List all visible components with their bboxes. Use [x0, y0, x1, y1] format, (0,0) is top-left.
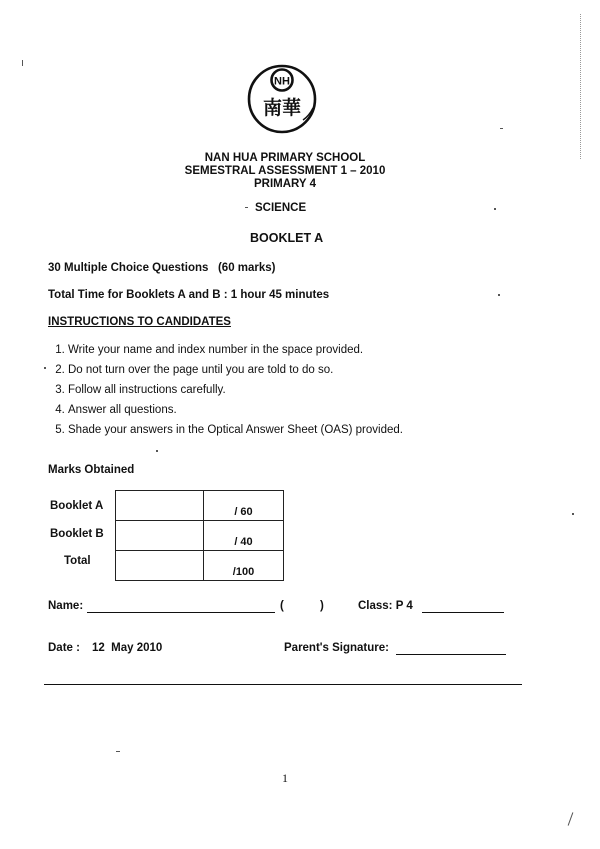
marks-label-total: Total [64, 555, 91, 567]
table-row [116, 551, 284, 581]
scan-speck [44, 367, 46, 369]
logo-initials: NH [274, 75, 290, 88]
signature-blank [396, 642, 506, 655]
date-value: 12 May 2010 [92, 642, 163, 654]
instruction-item: 5. Shade your answers in the Optical Answer Sheet (OAS) provided. [68, 423, 403, 443]
table-row [116, 491, 284, 521]
instruction-item: 1. Write your name and index number in the space provided. [68, 343, 403, 363]
scan-speck [116, 751, 120, 752]
scan-speck [494, 208, 496, 210]
class-label: Class: P 4 [358, 600, 413, 612]
marks-table [115, 490, 284, 581]
school-name: NAN HUA PRIMARY SCHOOL [204, 152, 366, 164]
scan-speck [568, 812, 574, 825]
index-paren-close: ) [320, 600, 324, 612]
logo-chinese-name: 南華 [262, 97, 302, 119]
name-label: Name: [48, 600, 84, 612]
marks-score-cell [116, 521, 204, 551]
page-number: 1 [282, 771, 288, 785]
scan-speck [156, 450, 158, 452]
scan-speck [572, 513, 574, 515]
table-row [116, 521, 284, 551]
divider [44, 684, 522, 685]
scan-speck [245, 207, 248, 208]
instruction-item: 2. Do not turn over the page until you are told to do so. [68, 363, 403, 383]
scan-speck [498, 294, 500, 296]
marks-max-cell: /100 [204, 551, 284, 581]
instruction-item: 4. Answer all questions. [68, 403, 403, 423]
marks-score-cell [116, 491, 204, 521]
school-logo [243, 58, 321, 136]
marks-label-booklet-b: Booklet B [50, 528, 104, 540]
scan-speck [500, 128, 503, 129]
index-paren-open: ( [280, 600, 284, 612]
questions-info: 30 Multiple Choice Questions (60 marks) [48, 262, 276, 274]
instruction-item: 3. Follow all instructions carefully. [68, 383, 403, 403]
name-blank [87, 600, 275, 613]
subject: SCIENCE [255, 202, 307, 214]
signature-label: Parent's Signature: [284, 642, 389, 654]
scan-speck [22, 60, 23, 66]
level: PRIMARY 4 [254, 178, 316, 190]
marks-score-cell [116, 551, 204, 581]
date-label: Date : [48, 642, 80, 654]
time-info: Total Time for Booklets A and B : 1 hour 45 minutes [48, 289, 330, 301]
booklet-title: BOOKLET A [250, 231, 324, 245]
assessment-title: SEMESTRAL ASSESSMENT 1 – 2010 [184, 165, 386, 177]
instructions-list [49, 343, 403, 443]
marks-max-cell: / 60 [204, 491, 284, 521]
marks-heading: Marks Obtained [48, 464, 135, 476]
marks-max-cell: / 40 [204, 521, 284, 551]
instructions-heading: INSTRUCTIONS TO CANDIDATES [48, 316, 231, 328]
scan-edge-line [580, 14, 581, 159]
class-blank [422, 600, 504, 613]
marks-label-booklet-a: Booklet A [50, 500, 104, 512]
